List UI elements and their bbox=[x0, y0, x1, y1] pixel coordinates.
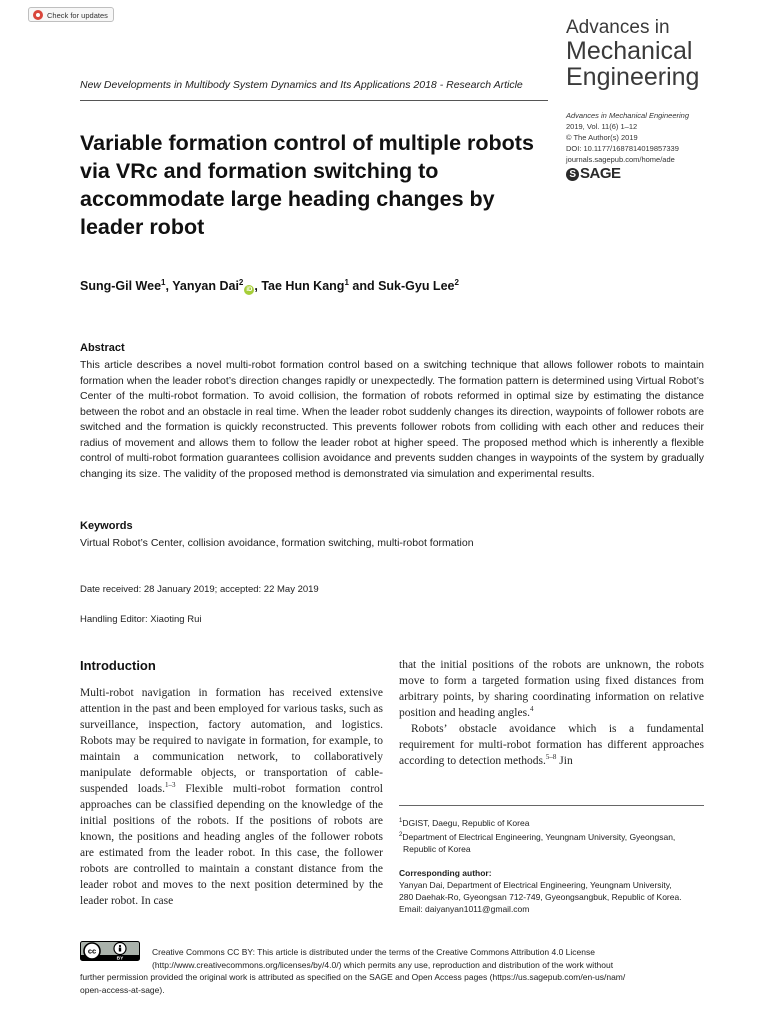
license-text bbox=[80, 946, 704, 996]
article-title: Variable formation control of multiple robots via VRc and formation switching to accommodate large heading changes by leader robot bbox=[80, 131, 534, 239]
citation-ref[interactable]: 1–3 bbox=[164, 781, 176, 790]
publisher-logo bbox=[566, 165, 621, 182]
intro-right-column bbox=[399, 657, 704, 769]
author-name[interactable]: Suk-Gyu Lee bbox=[378, 279, 455, 294]
corresponding-line-2: 280 Daehak-Ro, Gyeongsan 712-749, Gyeongsangbuk, Republic of Korea. bbox=[399, 892, 682, 902]
license-line-4: open-access-at-sage). bbox=[80, 984, 165, 995]
crossmark-icon bbox=[33, 10, 43, 20]
intro-right-paragraph-2: Robots’ obstacle avoidance which is a fundamental requirement for multi-robot formation has different approaches according to detection methods.$^{5-8}$ Jin bbox=[399, 723, 704, 767]
header-divider bbox=[80, 100, 548, 101]
sage-logo-icon: S bbox=[566, 168, 579, 181]
brand-line-2: Mechanical bbox=[566, 37, 693, 65]
citation-ref[interactable]: 4 bbox=[529, 705, 534, 714]
citation-ref[interactable]: 5–8 bbox=[545, 753, 557, 762]
date-received: Date received: 28 January 2019; accepted: 22 May 2019 bbox=[80, 584, 319, 595]
author-affiliation: 2 bbox=[454, 278, 459, 287]
author-affiliation: 2 bbox=[238, 278, 244, 287]
journal-brand bbox=[566, 18, 766, 90]
affiliation-2-cont: Republic of Korea bbox=[403, 843, 471, 854]
svg-text:cc: cc bbox=[87, 946, 97, 956]
intro-paragraph: Multi-robot navigation in formation has received extensive attention in the past and been employed for various tasks, such as surveillance, inspection, factory automation, and logistics. Robots may be required to navigate in formation, for example, to maintain a communication network, to collaboratively manipulate deformable objects, or transportation of cable-suspended loads. bbox=[80, 687, 383, 795]
footnote-divider bbox=[399, 805, 704, 806]
check-for-updates-label: Check for updates bbox=[47, 11, 108, 20]
abstract-text: This article describes a novel multi-robot formation control based on a switching technique that allows follower robots to maintain formation when the leader robot’s direction changes rapidly or unexpectedly. The formation pattern is determined using Virtual Robot’s Center of the multi-robot formation. To avoid collision, the formation of robots reformed in optimal size by estimating the distance between the robot and an obstacle in real time. When the leader robot suddenly changes its direction, waypoints of follower robots are switched and the formation is quickly reconstructed. This prevents follower robots from colliding with each other and reduces their radius of movement and allows them to follow the leader robot at higher speed. The proposed method which is inherently a flexible control of multi-robot formation guarantees collision avoidance and prevents sudden changes in waypoints of the system by gradually changing its size. The validity of the proposed method is demonstrated via simulation and experimental results. bbox=[80, 359, 704, 480]
brand-line-3: Engineering bbox=[566, 63, 700, 91]
meta-journal-name: Advances in Mechanical Engineering bbox=[566, 111, 689, 120]
abstract-heading: Abstract bbox=[80, 342, 125, 354]
author-list: Sung-Gil Wee$^1$, Yanyan Dai$^2$iD , Tae Hun Kang$^1$ and Suk-Gyu Lee$^2$ bbox=[80, 278, 459, 294]
handling-editor: Handling Editor: Xiaoting Rui bbox=[80, 614, 202, 625]
author-name[interactable]: Sung-Gil Wee bbox=[80, 279, 162, 294]
license-line-3[interactable]: further permission provided the original work is attributed as specified on the SAGE and Open Access pages (https://us.sagepub.com/en-us/nam/ bbox=[80, 972, 626, 982]
author-name[interactable]: Yanyan Dai bbox=[172, 279, 239, 294]
affiliation-1: $^1$DGIST, Daegu, Republic of Korea bbox=[399, 817, 530, 828]
intro-paragraph-cont: Flexible multi-robot formation control approaches can be classified depending on the knowledge of the initial positions of the robots. If the positions of robots are known, the positions and heading angles of the follower robots are estimated from the leader robot. In this case, the follower robots are controlled to maintain a constant distance from the leader robot and moves to the next position determined by the leader robot. In case bbox=[80, 783, 384, 907]
license-line-2[interactable]: (http://www.creativecommons.org/licenses/by/4.0/) which permits any use, reproduction and distribution of the work without bbox=[152, 959, 614, 970]
meta-doi[interactable]: DOI: 10.1177/1687814019857339 bbox=[566, 144, 679, 153]
author-affiliation: 1 bbox=[161, 278, 166, 287]
meta-url[interactable]: journals.sagepub.com/home/ade bbox=[566, 155, 675, 164]
affiliation-2: $^2$Department of Electrical Engineering, Yeungnam University, Gyeongsan, bbox=[399, 831, 676, 842]
keywords-heading: Keywords bbox=[80, 520, 133, 532]
corresponding-author bbox=[399, 867, 707, 915]
orcid-icon[interactable]: iD bbox=[246, 287, 253, 294]
meta-volume: 2019, Vol. 11(6) 1–12 bbox=[566, 122, 638, 131]
corresponding-heading: Corresponding author: bbox=[399, 868, 492, 878]
introduction-heading: Introduction bbox=[80, 658, 156, 673]
author-name[interactable]: Tae Hun Kang bbox=[261, 279, 345, 294]
corresponding-email[interactable]: Email: daiyanyan1011@gmail.com bbox=[399, 904, 530, 914]
affiliations bbox=[399, 815, 707, 855]
keywords-text: Virtual Robot’s Center, collision avoidance, formation switching, multi-robot formation bbox=[80, 537, 474, 549]
check-for-updates-button[interactable] bbox=[28, 7, 114, 22]
intro-right-paragraph-1: that the initial positions of the robots are unknown, the robots move to form a targeted formation using fixed distances from arbitrary points, by sharing coordinating information on relative position and heading angles.$^4$ bbox=[399, 659, 704, 719]
brand-line-1: Advances in bbox=[566, 17, 670, 38]
author-affiliation: 1 bbox=[344, 278, 349, 287]
meta-copyright: © The Author(s) 2019 bbox=[566, 133, 638, 142]
svg-text:BY: BY bbox=[116, 956, 124, 961]
publisher-name: SAGE bbox=[580, 165, 621, 182]
intro-left-column bbox=[80, 685, 383, 909]
corresponding-line-1: Yanyan Dai, Department of Electrical Engineering, Yeungnam University, bbox=[399, 880, 672, 890]
article-series: New Developments in Multibody System Dynamics and Its Applications 2018 - Research Article bbox=[80, 79, 523, 91]
journal-meta bbox=[566, 110, 762, 165]
license-line-1: Creative Commons CC BY: This article is distributed under the terms of the Creative Commons Attribution 4.0 License bbox=[152, 947, 595, 957]
